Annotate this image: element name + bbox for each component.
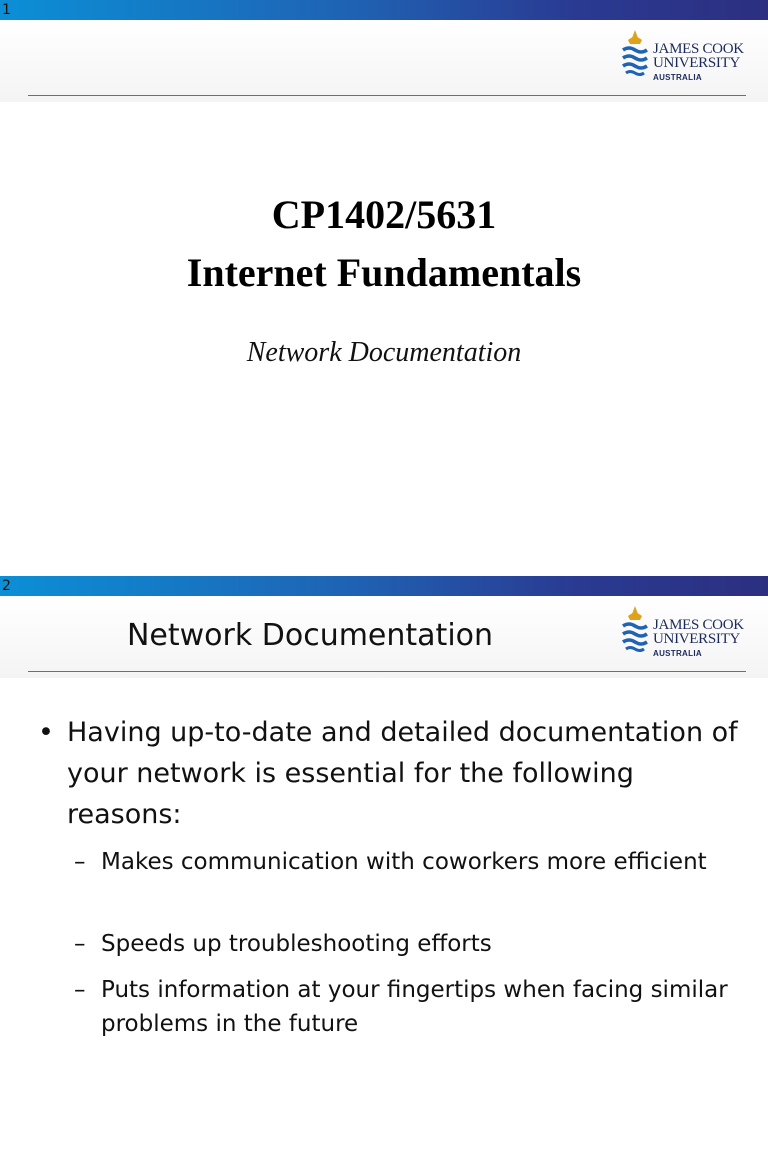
slide-number: 2 <box>2 578 11 594</box>
slide-title-line1: CP1402/5631 <box>271 192 497 237</box>
dash-icon: – <box>74 931 86 957</box>
slide-title: Network Documentation <box>126 618 494 653</box>
logo-text-line1: JAMES COOK <box>653 41 744 57</box>
crest-icon <box>620 604 650 656</box>
slide-subtitle: Network Documentation <box>246 337 522 368</box>
slide-top-bar <box>0 0 768 20</box>
crest-icon <box>620 28 650 80</box>
slide-2 <box>0 576 768 1152</box>
sub-bullet-item <box>74 845 734 879</box>
sub-bullet-text: Puts information at your fingertips when facing similar problems in the future <box>101 977 728 1037</box>
sub-bullet-item <box>74 973 734 1041</box>
bullet-dot-icon: • <box>38 717 54 748</box>
header-divider <box>28 95 746 96</box>
dash-icon: – <box>74 977 86 1003</box>
logo-text-line1: JAMES COOK <box>653 617 744 633</box>
bullet-text: Having up-to-date and detailed documentation of your network is essential for the following reasons: <box>67 717 738 830</box>
sub-bullet-item <box>74 927 734 961</box>
slide-title-line2: Internet Fundamentals <box>186 250 582 295</box>
slide-number: 1 <box>2 2 11 18</box>
logo-text-line2: UNIVERSITY <box>653 55 740 71</box>
dash-icon: – <box>74 849 86 875</box>
sub-bullet-text: Makes communication with coworkers more efficient <box>101 849 707 875</box>
slide-top-bar <box>0 576 768 596</box>
bullet-item <box>38 712 738 835</box>
university-logo <box>620 604 750 660</box>
sub-bullet-text: Speeds up troubleshooting efforts <box>101 931 492 957</box>
university-logo <box>620 28 750 84</box>
logo-text-line3: AUSTRALIA <box>653 73 702 82</box>
logo-text-line3: AUSTRALIA <box>653 649 702 658</box>
logo-text-line2: UNIVERSITY <box>653 631 740 647</box>
header-divider <box>28 671 746 672</box>
